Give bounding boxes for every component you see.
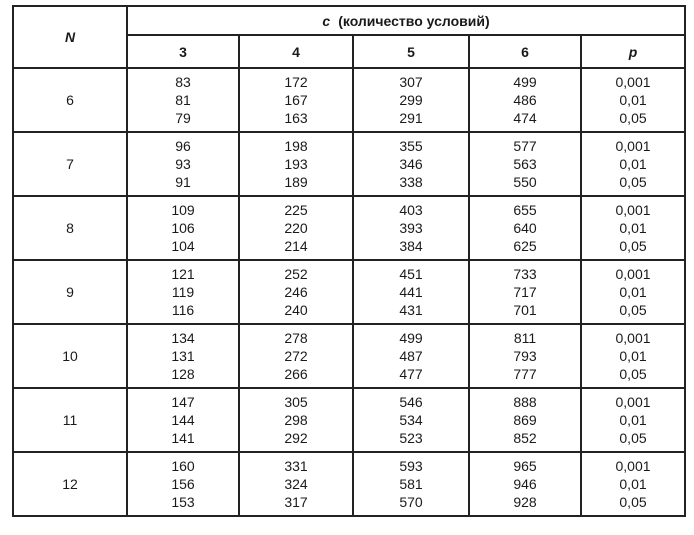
header-row-top	[13, 6, 685, 35]
critical-value: 298	[284, 412, 308, 428]
value-stack	[128, 329, 238, 383]
critical-value: 338	[399, 174, 423, 190]
value-cell-c6	[469, 260, 581, 324]
value-cell-c3	[127, 388, 239, 452]
critical-value: 225	[284, 202, 308, 218]
critical-value: 109	[171, 202, 195, 218]
critical-value: 305	[284, 394, 308, 410]
table-row	[13, 324, 685, 388]
critical-value: 523	[399, 430, 423, 446]
critical-value: 299	[399, 92, 423, 108]
value-stack	[240, 73, 352, 127]
value-stack	[470, 393, 580, 447]
critical-value: 189	[284, 174, 308, 190]
n-value-cell: 10	[13, 324, 127, 388]
critical-value: 477	[399, 366, 423, 382]
table-row	[13, 196, 685, 260]
p-value: 0,01	[619, 476, 647, 492]
critical-value: 104	[171, 238, 195, 254]
value-stack	[354, 137, 468, 191]
critical-value: 96	[175, 138, 191, 154]
critical-value: 317	[284, 494, 308, 510]
value-stack	[582, 265, 684, 319]
value-stack	[354, 73, 468, 127]
p-value: 0,05	[619, 238, 647, 254]
value-stack	[354, 393, 468, 447]
value-cell-c3	[127, 324, 239, 388]
value-cell-c3	[127, 132, 239, 196]
value-stack	[582, 201, 684, 255]
critical-value: 220	[284, 220, 308, 236]
value-cell-c3	[127, 196, 239, 260]
c-variable-label: c	[322, 12, 331, 29]
critical-value: 965	[513, 458, 537, 474]
critical-value: 83	[175, 74, 191, 90]
critical-value: 160	[171, 458, 195, 474]
value-cell-c5	[353, 132, 469, 196]
critical-value: 141	[171, 430, 195, 446]
value-stack	[354, 457, 468, 511]
col-header-c4: 4	[239, 35, 353, 68]
critical-value: 198	[284, 138, 308, 154]
critical-value: 431	[399, 302, 423, 318]
p-value: 0,01	[619, 92, 647, 108]
critical-value: 499	[399, 330, 423, 346]
critical-value: 292	[284, 430, 308, 446]
p-values-cell	[581, 324, 685, 388]
critical-value: 240	[284, 302, 308, 318]
table-body	[13, 68, 685, 516]
p-value: 0,001	[615, 458, 651, 474]
critical-value: 147	[171, 394, 195, 410]
p-value: 0,01	[619, 156, 647, 172]
critical-value: 487	[399, 348, 423, 364]
n-value-cell: 9	[13, 260, 127, 324]
critical-value: 153	[171, 494, 195, 510]
p-values-cell	[581, 260, 685, 324]
col-header-c3: 3	[127, 35, 239, 68]
critical-value: 733	[513, 266, 537, 282]
p-value: 0,05	[619, 302, 647, 318]
value-stack	[582, 393, 684, 447]
critical-value: 625	[513, 238, 537, 254]
critical-value: 701	[513, 302, 537, 318]
col-header-c5: 5	[353, 35, 469, 68]
critical-value: 324	[284, 476, 308, 492]
value-stack	[470, 201, 580, 255]
p-value: 0,01	[619, 284, 647, 300]
value-stack	[582, 457, 684, 511]
p-value: 0,01	[619, 220, 647, 236]
critical-value: 272	[284, 348, 308, 364]
p-values-cell	[581, 196, 685, 260]
table-row	[13, 68, 685, 132]
critical-value: 946	[513, 476, 537, 492]
value-stack	[470, 73, 580, 127]
value-cell-c3	[127, 260, 239, 324]
p-value: 0,01	[619, 348, 647, 364]
value-stack	[240, 137, 352, 191]
critical-value: 252	[284, 266, 308, 282]
value-cell-c4	[239, 132, 353, 196]
n-value-cell: 7	[13, 132, 127, 196]
value-stack	[582, 137, 684, 191]
critical-value: 291	[399, 110, 423, 126]
critical-value: 106	[171, 220, 195, 236]
value-cell-c4	[239, 324, 353, 388]
critical-value: 577	[513, 138, 537, 154]
value-cell-c4	[239, 388, 353, 452]
critical-value: 593	[399, 458, 423, 474]
critical-value: 928	[513, 494, 537, 510]
value-stack	[240, 393, 352, 447]
critical-value: 172	[284, 74, 308, 90]
critical-value: 811	[513, 330, 537, 346]
value-stack	[240, 329, 352, 383]
value-cell-c4	[239, 452, 353, 516]
critical-value: 116	[171, 302, 195, 318]
p-value: 0,001	[615, 74, 651, 90]
critical-value: 869	[513, 412, 537, 428]
critical-value: 193	[284, 156, 308, 172]
value-stack	[354, 201, 468, 255]
value-stack	[128, 265, 238, 319]
value-stack	[582, 73, 684, 127]
p-header: p	[581, 35, 685, 68]
table-row	[13, 260, 685, 324]
critical-value: 581	[399, 476, 423, 492]
value-stack	[128, 137, 238, 191]
p-value: 0,001	[615, 266, 651, 282]
critical-value: 563	[513, 156, 537, 172]
critical-value: 793	[513, 348, 537, 364]
critical-values-table	[12, 5, 686, 517]
critical-value: 156	[171, 476, 195, 492]
value-cell-c6	[469, 68, 581, 132]
p-value: 0,05	[619, 174, 647, 190]
value-stack	[582, 329, 684, 383]
value-stack	[470, 265, 580, 319]
critical-value: 534	[399, 412, 423, 428]
critical-value: 346	[399, 156, 423, 172]
value-cell-c5	[353, 324, 469, 388]
n-value-cell: 8	[13, 196, 127, 260]
critical-value: 214	[284, 238, 308, 254]
p-value: 0,001	[615, 394, 651, 410]
p-value: 0,001	[615, 330, 651, 346]
n-header: N	[13, 6, 127, 68]
value-cell-c5	[353, 260, 469, 324]
n-value-cell: 11	[13, 388, 127, 452]
critical-value: 128	[171, 366, 195, 382]
p-value: 0,001	[615, 138, 651, 154]
critical-value: 246	[284, 284, 308, 300]
value-cell-c4	[239, 260, 353, 324]
critical-value: 550	[513, 174, 537, 190]
critical-value: 134	[171, 330, 195, 346]
p-values-cell	[581, 388, 685, 452]
p-values-cell	[581, 68, 685, 132]
critical-value: 163	[284, 110, 308, 126]
critical-value: 119	[171, 284, 195, 300]
critical-value: 852	[513, 430, 537, 446]
p-values-cell	[581, 452, 685, 516]
value-stack	[470, 457, 580, 511]
critical-value: 131	[171, 348, 195, 364]
value-cell-c6	[469, 196, 581, 260]
c-description-label: (количество условий)	[338, 12, 490, 29]
p-values-cell	[581, 132, 685, 196]
critical-value: 640	[513, 220, 537, 236]
conditions-header	[127, 6, 685, 35]
critical-value: 451	[399, 266, 423, 282]
value-cell-c6	[469, 132, 581, 196]
critical-value: 91	[175, 174, 191, 190]
value-stack	[240, 265, 352, 319]
p-value: 0,05	[619, 110, 647, 126]
value-cell-c5	[353, 388, 469, 452]
critical-value: 474	[513, 110, 537, 126]
table-row	[13, 452, 685, 516]
value-stack	[470, 137, 580, 191]
value-cell-c4	[239, 196, 353, 260]
critical-value: 79	[175, 110, 191, 126]
critical-value: 278	[284, 330, 308, 346]
n-value-cell: 6	[13, 68, 127, 132]
value-cell-c3	[127, 452, 239, 516]
critical-value: 393	[399, 220, 423, 236]
critical-value: 93	[175, 156, 191, 172]
critical-value: 570	[399, 494, 423, 510]
table-row	[13, 388, 685, 452]
value-stack	[128, 73, 238, 127]
table-row	[13, 132, 685, 196]
value-stack	[354, 265, 468, 319]
critical-value: 307	[399, 74, 423, 90]
critical-value: 486	[513, 92, 537, 108]
critical-value: 888	[513, 394, 537, 410]
critical-value: 121	[171, 266, 195, 282]
value-stack	[470, 329, 580, 383]
value-stack	[240, 457, 352, 511]
p-value: 0,001	[615, 202, 651, 218]
col-header-c6: 6	[469, 35, 581, 68]
p-value: 0,01	[619, 412, 647, 428]
critical-value: 266	[284, 366, 308, 382]
value-cell-c5	[353, 68, 469, 132]
p-value: 0,05	[619, 366, 647, 382]
value-cell-c5	[353, 452, 469, 516]
value-cell-c4	[239, 68, 353, 132]
value-stack	[240, 201, 352, 255]
value-stack	[128, 393, 238, 447]
value-stack	[128, 457, 238, 511]
critical-value: 331	[284, 458, 308, 474]
value-cell-c6	[469, 324, 581, 388]
critical-value: 81	[175, 92, 191, 108]
critical-value: 655	[513, 202, 537, 218]
critical-value: 499	[513, 74, 537, 90]
n-value-cell: 12	[13, 452, 127, 516]
p-value: 0,05	[619, 494, 647, 510]
value-cell-c5	[353, 196, 469, 260]
value-cell-c3	[127, 68, 239, 132]
critical-value: 167	[284, 92, 308, 108]
critical-value: 144	[171, 412, 195, 428]
value-stack	[354, 329, 468, 383]
value-stack	[128, 201, 238, 255]
critical-value: 355	[399, 138, 423, 154]
p-value: 0,05	[619, 430, 647, 446]
critical-value: 546	[399, 394, 423, 410]
value-cell-c6	[469, 452, 581, 516]
critical-value: 777	[513, 366, 537, 382]
critical-value: 717	[513, 284, 537, 300]
value-cell-c6	[469, 388, 581, 452]
critical-value: 403	[399, 202, 423, 218]
critical-value: 441	[399, 284, 423, 300]
critical-value: 384	[399, 238, 423, 254]
